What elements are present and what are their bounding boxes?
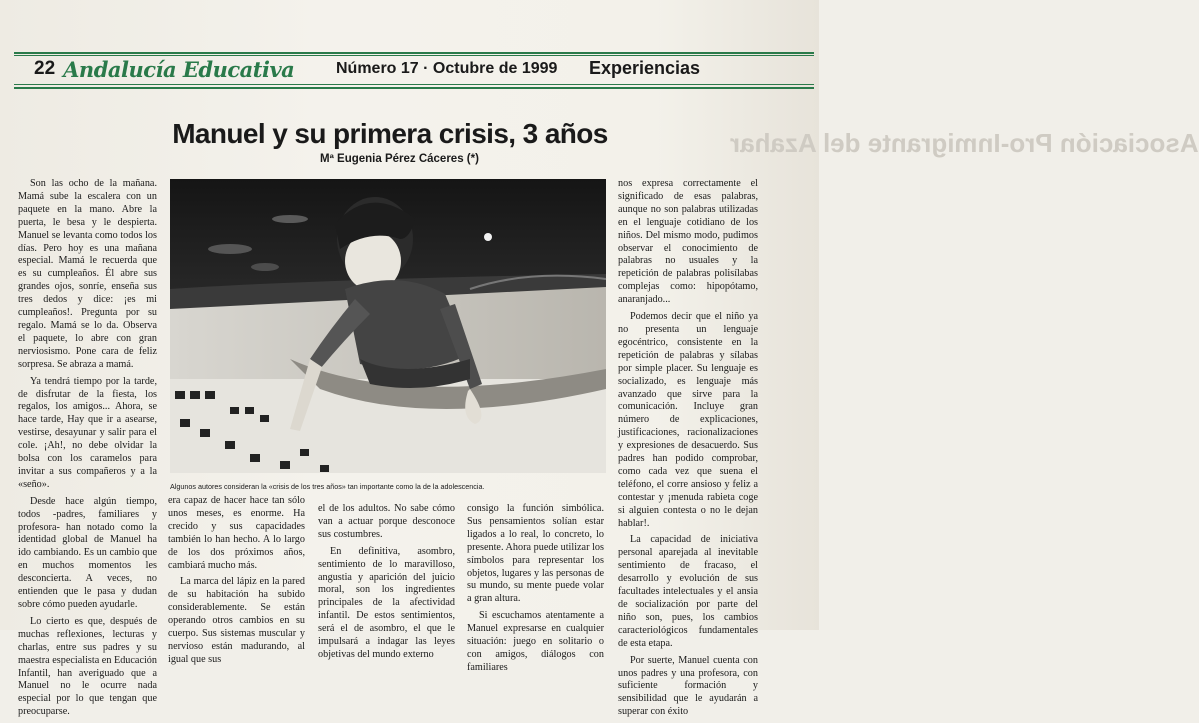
article-column-2 (168, 495, 305, 671)
header-rule-bottom-thin (14, 84, 814, 85)
paragraph: En definitiva, asombro, sentimiento de lo maravilloso, angustia y aparición del juicio moral, son los ingredientes principales de la afectividad infantil. De estos sentimientos, será el de asombro, el que le impulsará a indagar las leyes objetivas del mundo externo (318, 545, 455, 660)
paragraph: Lo cierto es que, después de muchas reflexiones, lecturas y charlas, entre sus padres y su maestra especialista en Educación Infantil, han averiguado que a Manuel no le ocurre nada especial por lo que tengan que preocuparse. (18, 615, 157, 718)
article-column-3 (318, 503, 455, 666)
paragraph: Ya tendrá tiempo por la tarde, de disfrutar de la fiesta, los regalos, los amigos... Ahora, se hace tarde, Hay que ir a asearse, vestirse, desayunar y salir para el cole. ¡Ah!, no debe olvidar la bolsa con los caramelos para invitar a sus compañeros y a la «seño». (18, 375, 157, 490)
section-name: Experiencias (589, 58, 701, 78)
article-column-1 (18, 178, 157, 723)
paragraph: Son las ocho de la mañana. Mamá sube la escalera con un paquete en la mano. Abre la puerta, le besa y le despierta. Manuel se levanta como todos los días. Pero hoy es una mañana especial. Mamá le recuerda que es su cumpleaños. Él abre sus grandes ojos, sonríe, enseña sus tres dedos y dice: ¡es mi cumpleaños!. Pregunta por su regalo. Mamá se lo da. Observa el paquete, lo abre con gran nerviosismo. Pone cara de feliz sorpresa. Se abraza a mamá. (18, 178, 157, 370)
header-rule-bottom (14, 87, 814, 89)
paragraph: Por suerte, Manuel cuenta con unos padres y una profesora, con suficiente formación y sensibilidad que le ayudarán a superar con éxito (618, 654, 758, 718)
photo-caption: Algunos autores consideran la «crisis de los tres años» tan importante como la de la adolescencia. (170, 482, 485, 491)
article-title: Manuel y su primera crisis, 3 años (172, 118, 608, 149)
page-header (14, 56, 814, 82)
article-column-4 (467, 503, 604, 679)
paragraph: Podemos decir que el niño ya no presenta un lenguaje egocéntrico, consistente en la repetición de palabras y sílabas por simple placer. Su lenguaje es socializado, es lenguaje más avanzado que sirve para la comunicación. Incluye gran número de explicaciones, justificaciones, racionalizaciones y expresiones de desacuerdo. Sus padres han podido comprobar, como cada vez que suena el teléfono, el corre ansioso y feliz a contestar y ¡menuda rabieta coge si alguien contesta o no le dejan hablar!. (618, 311, 758, 529)
paragraph: era capaz de hacer hace tan sólo unos meses, es enorme. Ha crecido y sus capacidades también lo han hecho. A lo largo de los dos próximos años, cambiará mucho más. (168, 495, 305, 571)
paragraph: Desde hace algún tiempo, todos -padres, familiares y profesora- han notado como la identidad global de Manuel ha ido cambiando. Es un cambio que en muchos momentos les desconcierta. A veces, no entienden que le pasa y dudan sobre cómo pueden ayudarle. (18, 495, 157, 610)
paragraph: nos expresa correctamente el significado de esas palabras, aunque no son palabras utilizadas en el lenguaje cotidiano de los niños. Del mismo modo, pudimos observar el conocimiento de palabras no usuales y la repetición de palabras polisílabas complejas como: hipopótamo, anaranjado... (618, 178, 758, 306)
article-column-5 (618, 178, 758, 723)
paragraph: Si escuchamos atentamente a Manuel expresarse en cualquier situación: juego en solitario o con amigos, diálogos con familiares (467, 610, 604, 673)
header-rule-top (14, 52, 814, 54)
child-on-ledge-photo (170, 179, 606, 473)
page-number: 22 (34, 58, 56, 79)
paragraph: La capacidad de iniciativa personal aparejada al inevitable sentimiento de fracaso, el desarrollo y evolución de sus facultades intelectuales y el ansia de socialización por parte del niño son, pues, los cambios caracteriológicos fundamentales de esta etapa. (618, 534, 758, 649)
publication-logo: Andalucía Educativa (63, 56, 295, 82)
article-author: Mª Eugenia Pérez Cáceres (*) (320, 153, 479, 165)
paragraph: el de los adultos. No sabe cómo van a actuar porque desconoce sus costumbres. (318, 503, 455, 540)
paragraph: consigo la función simbólica. Sus pensamientos solían estar ligados a lo real, lo concreto, lo presente. Ahora puede utilizar los símbolos para representar los objetos, lugares y las personas de su mundo, su mente puede volar a gran altura. (467, 503, 604, 605)
article-photo (170, 179, 606, 473)
paragraph: La marca del lápiz en la pared de su habitación ha subido considerablemente. Se están operando otros cambios en su cuerpo. Sus sistemas muscular y nervioso están madurando, al igual que sus (168, 576, 305, 665)
issue-info: Número 17 · Octubre de 1999 (336, 60, 558, 77)
bleed-through-headline: Asociación Pro-Inmigrante del Azahar (730, 128, 1199, 158)
